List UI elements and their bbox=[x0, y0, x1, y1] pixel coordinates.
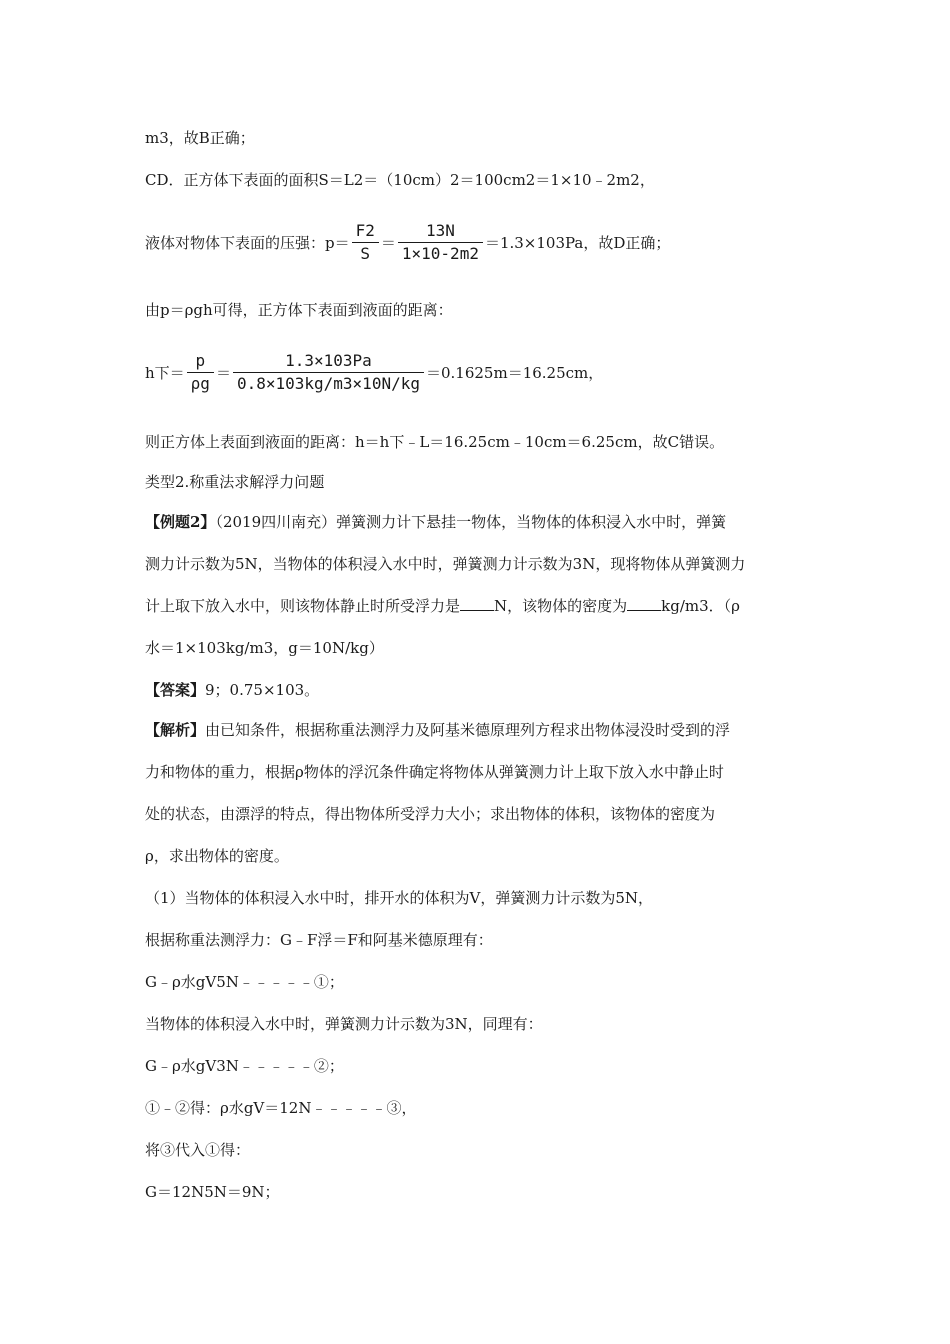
formula-suffix: ＝1.3×103Pa，故D正确； bbox=[484, 234, 671, 252]
fraction-denominator: 0.8×103kg/m3×10N/kg bbox=[236, 374, 420, 393]
text-line: 由p＝ρgh可得，正方体下表面到液面的距离： bbox=[145, 301, 453, 319]
analysis-line bbox=[145, 720, 805, 740]
fraction-numerator: 13N bbox=[398, 220, 483, 243]
fraction-denominator: ρg bbox=[190, 374, 210, 393]
pressure-formula bbox=[145, 220, 670, 265]
analysis-text: 由已知条件，根据称重法测浮力及阿基米德原理列方程求出物体浸没时受到的浮 bbox=[205, 721, 731, 739]
fraction-13n-over-area bbox=[398, 220, 483, 265]
text-line: 根据称重法测浮力：G﹣F浮＝F和阿基米德原理有： bbox=[145, 931, 493, 949]
answer-blank bbox=[460, 596, 494, 611]
section-heading: 类型2.称重法求解浮力问题 bbox=[145, 473, 325, 491]
text-line: CD．正方体下表面的面积S＝L2＝（10cm）2＝100cm2＝1×10﹣2m2， bbox=[145, 171, 655, 189]
text-line: ρ，求出物体的密度。 bbox=[145, 847, 289, 865]
formula-suffix: ＝0.1625m＝16.25cm， bbox=[425, 364, 604, 382]
fraction-numerator: 1.3×103Pa bbox=[233, 350, 424, 373]
analysis-tag: 【解析】 bbox=[145, 721, 206, 739]
text-line: 将③代入①得： bbox=[145, 1141, 251, 1159]
example-text: （2019四川南充）弹簧测力计下悬挂一物体，当物体的体积浸入水中时，弹簧 bbox=[215, 513, 727, 531]
text-line: G﹣ρ水gV3N﹣﹣﹣﹣﹣②； bbox=[145, 1057, 344, 1075]
depth-formula bbox=[145, 350, 603, 395]
text-line: m3，故B正确； bbox=[145, 129, 255, 147]
fraction-numerator: F2 bbox=[352, 220, 379, 243]
formula-prefix: h下＝ bbox=[145, 364, 185, 382]
answer-value: 9；0.75×103。 bbox=[205, 681, 320, 699]
example-line bbox=[145, 512, 805, 532]
answer-line bbox=[145, 680, 805, 700]
question-text: kg/m3．（ρ bbox=[661, 597, 740, 615]
fraction-f2-over-s bbox=[352, 220, 379, 265]
question-text: 计上取下放入水中，则该物体静止时所受浮力是 bbox=[145, 597, 461, 615]
text-line: 则正方体上表面到液面的距离：h＝h下﹣L＝16.25cm﹣10cm＝6.25cm，故C错误。 bbox=[145, 433, 725, 451]
text-line: 处的状态，由漂浮的特点，得出物体所受浮力大小；求出物体的体积，该物体的密度为 bbox=[145, 805, 716, 823]
fraction-denominator: 1×10-2m2 bbox=[401, 244, 479, 263]
answer-blank bbox=[627, 596, 661, 611]
text-line: ①﹣②得：ρ水gV＝12N﹣﹣﹣﹣﹣③， bbox=[145, 1099, 417, 1117]
text-line: 当物体的体积浸入水中时，弹簧测力计示数为3N，同理有： bbox=[145, 1015, 543, 1033]
question-line bbox=[145, 596, 805, 616]
fraction-numerator: p bbox=[187, 350, 214, 373]
text-line: 水＝1×103kg/m3，g＝10N/kg） bbox=[145, 639, 384, 657]
equals-sign: ＝ bbox=[380, 234, 396, 252]
formula-prefix: 液体对物体下表面的压强：p＝ bbox=[145, 234, 350, 252]
text-line: 力和物体的重力，根据ρ物体的浮沉条件确定将物体从弹簧测力计上取下放入水中静止时 bbox=[145, 763, 724, 781]
equals-sign: ＝ bbox=[215, 364, 231, 382]
text-line: G﹣ρ水gV5N﹣﹣﹣﹣﹣①； bbox=[145, 973, 344, 991]
text-line: （1）当物体的体积浸入水中时，排开水的体积为V，弹簧测力计示数为5N， bbox=[145, 889, 654, 907]
fraction-pressure-over-density bbox=[233, 350, 424, 395]
fraction-p-over-rho-g bbox=[187, 350, 214, 395]
text-line: 测力计示数为5N，当物体的体积浸入水中时，弹簧测力计示数为3N，现将物体从弹簧测力 bbox=[145, 555, 746, 573]
example-tag: 【例题2】 bbox=[145, 513, 216, 531]
question-text: N，该物体的密度为 bbox=[494, 597, 628, 615]
fraction-denominator: S bbox=[360, 244, 371, 263]
text-line: G＝12N5N＝9N； bbox=[145, 1183, 280, 1201]
answer-tag: 【答案】 bbox=[145, 681, 206, 699]
